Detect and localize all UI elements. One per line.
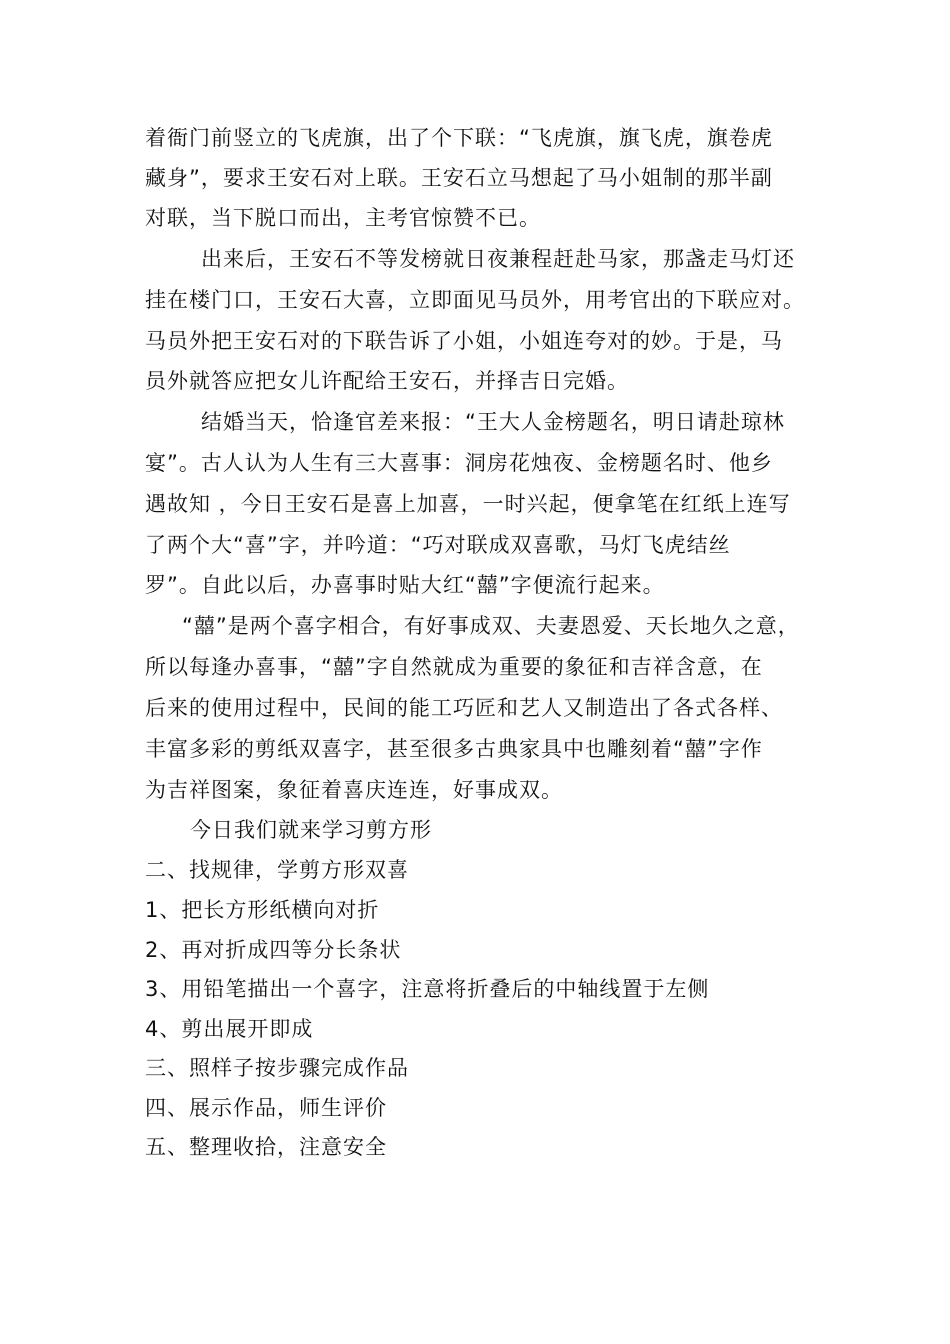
- text-line: 结婚当天，恰逢官差来报：“王大人金榜题名，明日请赴琼林: [201, 410, 785, 434]
- text-line: 藏身”，要求王安石对上联。王安石立马想起了马小姐制的那半副: [145, 166, 773, 190]
- section-heading: 四、展示作品，师生评价: [145, 1096, 387, 1120]
- text-line: “囍”是两个喜字相合，有好事成双、夫妻恩爱、天长地久之意，: [182, 614, 800, 638]
- step-item: 3、用铅笔描出一个喜字，注意将折叠后的中轴线置于左侧: [145, 977, 710, 1001]
- text-line: 所以每逢办喜事，“囍”字自然就成为重要的象征和吉祥含意，在: [145, 655, 763, 679]
- text-line: 丰富多彩的剪纸双喜字，甚至很多古典家具中也雕刻着“囍”字作: [145, 737, 763, 761]
- step-item: 4、剪出展开即成: [145, 1017, 314, 1041]
- section-heading: 二、找规律，学剪方形双喜: [145, 858, 409, 882]
- text-line: 员外就答应把女儿许配给王安石，并择吉日完婚。: [145, 369, 629, 393]
- text-line: 着衙门前竖立的飞虎旗，出了个下联：“飞虎旗，旗飞虎，旗卷虎: [145, 126, 773, 150]
- section-heading: 三、照样子按步骤完成作品: [145, 1056, 409, 1080]
- step-item: 2、再对折成四等分长条状: [145, 938, 402, 962]
- text-line: 后来的使用过程中，民间的能工巧匠和艺人又制造出了各式各样、: [145, 696, 783, 720]
- text-line: 了两个大“喜”字，并吟道：“巧对联成双喜歌，马灯飞虎结丝: [145, 533, 731, 557]
- text-line: 遇故知 ，今日王安石是喜上加喜，一时兴起，便拿笔在红纸上连写: [145, 492, 791, 516]
- text-line: 罗”。自此以后，办喜事时贴大红“囍”字便流行起来。: [145, 573, 665, 597]
- step-item: 1、把长方形纸横向对折: [145, 898, 380, 922]
- text-line: 今日我们就来学习剪方形: [190, 818, 432, 842]
- text-line: 对联，当下脱口而出，主考官惊赞不已。: [145, 206, 541, 230]
- text-line: 马员外把王安石对的下联告诉了小姐，小姐连夸对的妙。于是，马: [145, 329, 783, 353]
- text-line: 出来后，王安石不等发榜就日夜兼程赶赴马家，那盏走马灯还: [201, 247, 795, 271]
- text-line: 挂在楼门口，王安石大喜，立即面见马员外，用考官出的下联应对。: [145, 288, 805, 312]
- text-line: 宴”。古人认为人生有三大喜事：洞房花烛夜、金榜题名时、他乡: [145, 451, 773, 475]
- text-line: 为吉祥图案，象征着喜庆连连，好事成双。: [145, 778, 563, 802]
- section-heading: 五、整理收拾，注意安全: [145, 1135, 387, 1159]
